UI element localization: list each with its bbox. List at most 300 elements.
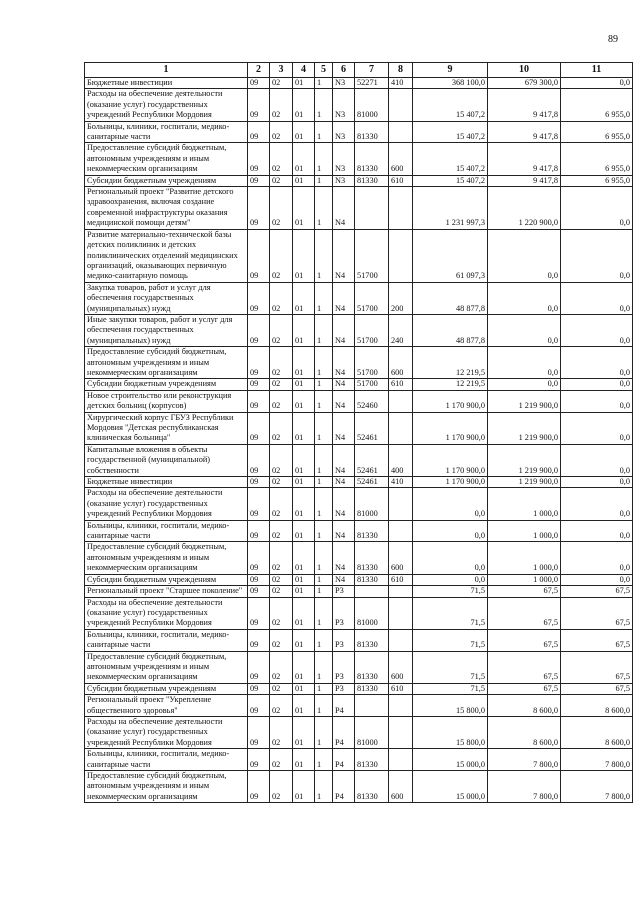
table-row xyxy=(85,187,633,230)
program-code-cell: 01 xyxy=(293,444,315,476)
table-row xyxy=(85,175,633,186)
subsection-code-cell: 02 xyxy=(270,771,293,803)
direction-code-cell: 81330 xyxy=(355,143,389,175)
subsection-code-cell: 02 xyxy=(270,695,293,717)
project-code-cell: N4 xyxy=(333,379,355,390)
direction-code-cell: 81000 xyxy=(355,488,389,520)
row-name-cell: Расходы на обеспечение деятельности (оказание услуг) государственных учреждений Республики Мордовия xyxy=(85,597,248,629)
expense-type-cell: 400 xyxy=(389,444,413,476)
table-row xyxy=(85,683,633,694)
section-code-cell: 09 xyxy=(248,542,270,574)
header-cell: 8 xyxy=(389,63,413,78)
direction-code-cell xyxy=(355,586,389,597)
program-code-cell: 01 xyxy=(293,771,315,803)
subsection-code-cell: 02 xyxy=(270,187,293,230)
amount-col10-cell: 8 600,0 xyxy=(488,716,561,748)
amount-col9-cell: 1 170 900,0 xyxy=(413,412,488,444)
program-code-cell: 01 xyxy=(293,542,315,574)
amount-col11-cell: 67,5 xyxy=(561,597,633,629)
amount-col10-cell: 0,0 xyxy=(488,347,561,379)
expense-type-cell: 610 xyxy=(389,175,413,186)
direction-code-cell xyxy=(355,187,389,230)
section-code-cell: 09 xyxy=(248,314,270,346)
program-code-cell: 01 xyxy=(293,314,315,346)
amount-col9-cell: 48 877,8 xyxy=(413,282,488,314)
project-code-cell: P4 xyxy=(333,771,355,803)
direction-code-cell: 81330 xyxy=(355,520,389,542)
subsection-code-cell: 02 xyxy=(270,229,293,282)
expense-type-cell: 600 xyxy=(389,542,413,574)
expense-type-cell: 610 xyxy=(389,574,413,585)
amount-col10-cell: 1 219 900,0 xyxy=(488,477,561,488)
subsection-code-cell: 02 xyxy=(270,683,293,694)
amount-col10-cell: 9 417,8 xyxy=(488,89,561,121)
header-cell: 6 xyxy=(333,63,355,78)
amount-col10-cell: 67,5 xyxy=(488,597,561,629)
section-code-cell: 09 xyxy=(248,488,270,520)
amount-col11-cell: 0,0 xyxy=(561,444,633,476)
program-code-cell: 01 xyxy=(293,477,315,488)
header-cell: 11 xyxy=(561,63,633,78)
expense-type-cell xyxy=(389,229,413,282)
table-row xyxy=(85,390,633,412)
subsection-code-cell: 02 xyxy=(270,488,293,520)
amount-col11-cell: 0,0 xyxy=(561,412,633,444)
direction-code-cell: 81330 xyxy=(355,574,389,585)
direction-code-cell: 81330 xyxy=(355,629,389,651)
expense-type-cell xyxy=(389,89,413,121)
expense-type-cell xyxy=(389,716,413,748)
direction-code-cell: 81330 xyxy=(355,121,389,143)
row-name-cell: Новое строительство или реконструкция детских больниц (корпусов) xyxy=(85,390,248,412)
amount-col10-cell: 9 417,8 xyxy=(488,143,561,175)
table-row xyxy=(85,574,633,585)
table-row xyxy=(85,542,633,574)
row-name-cell: Региональный проект "Укрепление общественного здоровья" xyxy=(85,695,248,717)
table-row xyxy=(85,78,633,89)
program-code-cell: 01 xyxy=(293,629,315,651)
amount-col11-cell: 0,0 xyxy=(561,477,633,488)
row-name-cell: Предоставление субсидий бюджетным, автономным учреждениям и иным некоммерческим организациям xyxy=(85,143,248,175)
project-code-cell: P3 xyxy=(333,586,355,597)
direction-code-cell: 81330 xyxy=(355,542,389,574)
amount-col11-cell: 0,0 xyxy=(561,379,633,390)
program-code-cell: 01 xyxy=(293,89,315,121)
subprogram-code-cell: 1 xyxy=(315,187,333,230)
expense-type-cell: 600 xyxy=(389,771,413,803)
project-code-cell: N3 xyxy=(333,89,355,121)
project-code-cell: P3 xyxy=(333,651,355,683)
amount-col9-cell: 0,0 xyxy=(413,488,488,520)
program-code-cell: 01 xyxy=(293,683,315,694)
budget-table xyxy=(84,62,633,803)
subprogram-code-cell: 1 xyxy=(315,143,333,175)
table-row xyxy=(85,488,633,520)
subprogram-code-cell: 1 xyxy=(315,520,333,542)
row-name-cell: Субсидии бюджетным учреждениям xyxy=(85,683,248,694)
subsection-code-cell: 02 xyxy=(270,597,293,629)
row-name-cell: Предоставление субсидий бюджетным, автономным учреждениям и иным некоммерческим организациям xyxy=(85,542,248,574)
amount-col9-cell: 0,0 xyxy=(413,542,488,574)
table-row xyxy=(85,89,633,121)
expense-type-cell xyxy=(389,695,413,717)
expense-type-cell: 240 xyxy=(389,314,413,346)
subsection-code-cell: 02 xyxy=(270,347,293,379)
direction-code-cell: 52461 xyxy=(355,444,389,476)
table-row xyxy=(85,651,633,683)
amount-col10-cell: 67,5 xyxy=(488,651,561,683)
direction-code-cell: 81000 xyxy=(355,89,389,121)
amount-col10-cell: 1 000,0 xyxy=(488,574,561,585)
expense-type-cell xyxy=(389,121,413,143)
amount-col9-cell: 1 170 900,0 xyxy=(413,477,488,488)
amount-col10-cell: 67,5 xyxy=(488,629,561,651)
project-code-cell: N4 xyxy=(333,412,355,444)
header-row xyxy=(85,63,633,78)
row-name-cell: Бюджетные инвестиции xyxy=(85,477,248,488)
subprogram-code-cell: 1 xyxy=(315,412,333,444)
table-row xyxy=(85,143,633,175)
project-code-cell: N3 xyxy=(333,175,355,186)
page-number: 89 xyxy=(608,34,618,45)
row-name-cell: Расходы на обеспечение деятельности (оказание услуг) государственных учреждений Республики Мордовия xyxy=(85,89,248,121)
subsection-code-cell: 02 xyxy=(270,749,293,771)
amount-col11-cell: 0,0 xyxy=(561,488,633,520)
amount-col11-cell: 8 600,0 xyxy=(561,695,633,717)
project-code-cell: N4 xyxy=(333,229,355,282)
section-code-cell: 09 xyxy=(248,477,270,488)
amount-col11-cell: 6 955,0 xyxy=(561,121,633,143)
expense-type-cell xyxy=(389,390,413,412)
expense-type-cell: 410 xyxy=(389,477,413,488)
expense-type-cell xyxy=(389,488,413,520)
subsection-code-cell: 02 xyxy=(270,520,293,542)
project-code-cell: N4 xyxy=(333,390,355,412)
row-name-cell: Субсидии бюджетным учреждениям xyxy=(85,175,248,186)
program-code-cell: 01 xyxy=(293,651,315,683)
amount-col11-cell: 7 800,0 xyxy=(561,749,633,771)
subsection-code-cell: 02 xyxy=(270,412,293,444)
row-name-cell: Предоставление субсидий бюджетным, автономным учреждениям и иным некоммерческим организациям xyxy=(85,771,248,803)
amount-col11-cell: 0,0 xyxy=(561,390,633,412)
program-code-cell: 01 xyxy=(293,121,315,143)
table-row xyxy=(85,597,633,629)
row-name-cell: Предоставление субсидий бюджетным, автономным учреждениям и иным некоммерческим организациям xyxy=(85,347,248,379)
section-code-cell: 09 xyxy=(248,629,270,651)
section-code-cell: 09 xyxy=(248,282,270,314)
subprogram-code-cell: 1 xyxy=(315,78,333,89)
section-code-cell: 09 xyxy=(248,574,270,585)
section-code-cell: 09 xyxy=(248,749,270,771)
direction-code-cell: 52460 xyxy=(355,390,389,412)
direction-code-cell: 52461 xyxy=(355,477,389,488)
section-code-cell: 09 xyxy=(248,121,270,143)
direction-code-cell: 81330 xyxy=(355,683,389,694)
section-code-cell: 09 xyxy=(248,520,270,542)
header-cell: 9 xyxy=(413,63,488,78)
section-code-cell: 09 xyxy=(248,586,270,597)
amount-col9-cell: 71,5 xyxy=(413,651,488,683)
amount-col11-cell: 67,5 xyxy=(561,629,633,651)
project-code-cell: N4 xyxy=(333,574,355,585)
subsection-code-cell: 02 xyxy=(270,477,293,488)
subsection-code-cell: 02 xyxy=(270,175,293,186)
amount-col11-cell: 67,5 xyxy=(561,683,633,694)
amount-col9-cell: 0,0 xyxy=(413,574,488,585)
amount-col10-cell: 7 800,0 xyxy=(488,771,561,803)
subprogram-code-cell: 1 xyxy=(315,771,333,803)
expense-type-cell: 610 xyxy=(389,683,413,694)
project-code-cell: P4 xyxy=(333,695,355,717)
subsection-code-cell: 02 xyxy=(270,629,293,651)
amount-col9-cell: 1 231 997,3 xyxy=(413,187,488,230)
section-code-cell: 09 xyxy=(248,89,270,121)
project-code-cell: P4 xyxy=(333,716,355,748)
amount-col9-cell: 71,5 xyxy=(413,629,488,651)
row-name-cell: Региональный проект "Развитие детского здравоохранения, включая создание современной инфраструктуры оказания медицинской помощи детям" xyxy=(85,187,248,230)
project-code-cell: N3 xyxy=(333,78,355,89)
section-code-cell: 09 xyxy=(248,444,270,476)
amount-col9-cell: 15 000,0 xyxy=(413,749,488,771)
subprogram-code-cell: 1 xyxy=(315,477,333,488)
expense-type-cell: 600 xyxy=(389,143,413,175)
project-code-cell: N4 xyxy=(333,314,355,346)
amount-col11-cell: 0,0 xyxy=(561,78,633,89)
subsection-code-cell: 02 xyxy=(270,390,293,412)
row-name-cell: Иные закупки товаров, работ и услуг для обеспечения государственных (муниципальных) нужд xyxy=(85,314,248,346)
project-code-cell: N4 xyxy=(333,542,355,574)
table-row xyxy=(85,282,633,314)
subprogram-code-cell: 1 xyxy=(315,444,333,476)
header-cell: 10 xyxy=(488,63,561,78)
section-code-cell: 09 xyxy=(248,716,270,748)
header-cell: 4 xyxy=(293,63,315,78)
subprogram-code-cell: 1 xyxy=(315,695,333,717)
program-code-cell: 01 xyxy=(293,390,315,412)
amount-col9-cell: 71,5 xyxy=(413,683,488,694)
direction-code-cell: 52271 xyxy=(355,78,389,89)
amount-col11-cell: 0,0 xyxy=(561,187,633,230)
amount-col9-cell: 0,0 xyxy=(413,520,488,542)
subprogram-code-cell: 1 xyxy=(315,390,333,412)
table-row xyxy=(85,749,633,771)
amount-col9-cell: 48 877,8 xyxy=(413,314,488,346)
program-code-cell: 01 xyxy=(293,586,315,597)
row-name-cell: Развитие материально-технической базы детских поликлиник и детских поликлинических отделений медицинских организаций, оказывающих первичную медико-санитарную помощь xyxy=(85,229,248,282)
expense-type-cell xyxy=(389,520,413,542)
table-row xyxy=(85,771,633,803)
subprogram-code-cell: 1 xyxy=(315,586,333,597)
direction-code-cell: 51700 xyxy=(355,229,389,282)
subprogram-code-cell: 1 xyxy=(315,488,333,520)
subsection-code-cell: 02 xyxy=(270,379,293,390)
table-row xyxy=(85,444,633,476)
subsection-code-cell: 02 xyxy=(270,586,293,597)
table-row xyxy=(85,695,633,717)
header-cell: 5 xyxy=(315,63,333,78)
table-row xyxy=(85,716,633,748)
expense-type-cell xyxy=(389,597,413,629)
amount-col10-cell: 679 300,0 xyxy=(488,78,561,89)
amount-col11-cell: 6 955,0 xyxy=(561,143,633,175)
project-code-cell: P3 xyxy=(333,629,355,651)
row-name-cell: Больницы, клиники, госпитали, медико-санитарные части xyxy=(85,629,248,651)
program-code-cell: 01 xyxy=(293,78,315,89)
subsection-code-cell: 02 xyxy=(270,121,293,143)
project-code-cell: N3 xyxy=(333,121,355,143)
project-code-cell: N4 xyxy=(333,187,355,230)
subprogram-code-cell: 1 xyxy=(315,282,333,314)
amount-col10-cell: 1 000,0 xyxy=(488,542,561,574)
amount-col10-cell: 1 219 900,0 xyxy=(488,390,561,412)
amount-col9-cell: 12 219,5 xyxy=(413,379,488,390)
subprogram-code-cell: 1 xyxy=(315,347,333,379)
subsection-code-cell: 02 xyxy=(270,314,293,346)
subsection-code-cell: 02 xyxy=(270,89,293,121)
amount-col11-cell: 0,0 xyxy=(561,520,633,542)
direction-code-cell: 81330 xyxy=(355,749,389,771)
project-code-cell: P4 xyxy=(333,749,355,771)
table-row xyxy=(85,121,633,143)
amount-col10-cell: 7 800,0 xyxy=(488,749,561,771)
project-code-cell: P3 xyxy=(333,597,355,629)
program-code-cell: 01 xyxy=(293,143,315,175)
section-code-cell: 09 xyxy=(248,187,270,230)
table-row xyxy=(85,314,633,346)
section-code-cell: 09 xyxy=(248,347,270,379)
row-name-cell: Больницы, клиники, госпитали, медико-санитарные части xyxy=(85,520,248,542)
row-name-cell: Региональный проект "Старшее поколение" xyxy=(85,586,248,597)
direction-code-cell: 51700 xyxy=(355,379,389,390)
amount-col9-cell: 368 100,0 xyxy=(413,78,488,89)
expense-type-cell: 610 xyxy=(389,379,413,390)
amount-col10-cell: 9 417,8 xyxy=(488,121,561,143)
section-code-cell: 09 xyxy=(248,229,270,282)
amount-col11-cell: 0,0 xyxy=(561,314,633,346)
header-cell: 2 xyxy=(248,63,270,78)
section-code-cell: 09 xyxy=(248,78,270,89)
program-code-cell: 01 xyxy=(293,175,315,186)
program-code-cell: 01 xyxy=(293,695,315,717)
row-name-cell: Больницы, клиники, госпитали, медико-санитарные части xyxy=(85,121,248,143)
program-code-cell: 01 xyxy=(293,282,315,314)
table-row xyxy=(85,347,633,379)
amount-col11-cell: 0,0 xyxy=(561,347,633,379)
table-row xyxy=(85,229,633,282)
amount-col9-cell: 1 170 900,0 xyxy=(413,444,488,476)
amount-col10-cell: 1 219 900,0 xyxy=(488,412,561,444)
subprogram-code-cell: 1 xyxy=(315,629,333,651)
amount-col9-cell: 71,5 xyxy=(413,597,488,629)
program-code-cell: 01 xyxy=(293,749,315,771)
subsection-code-cell: 02 xyxy=(270,651,293,683)
expense-type-cell: 200 xyxy=(389,282,413,314)
amount-col11-cell: 6 955,0 xyxy=(561,89,633,121)
expense-type-cell xyxy=(389,629,413,651)
direction-code-cell: 51700 xyxy=(355,347,389,379)
subprogram-code-cell: 1 xyxy=(315,89,333,121)
subprogram-code-cell: 1 xyxy=(315,379,333,390)
subprogram-code-cell: 1 xyxy=(315,574,333,585)
table-row xyxy=(85,477,633,488)
program-code-cell: 01 xyxy=(293,379,315,390)
section-code-cell: 09 xyxy=(248,771,270,803)
expense-type-cell: 410 xyxy=(389,78,413,89)
amount-col10-cell: 0,0 xyxy=(488,314,561,346)
amount-col10-cell: 1 000,0 xyxy=(488,488,561,520)
amount-col10-cell: 0,0 xyxy=(488,379,561,390)
project-code-cell: N4 xyxy=(333,477,355,488)
amount-col9-cell: 15 800,0 xyxy=(413,695,488,717)
table-row xyxy=(85,412,633,444)
direction-code-cell: 51700 xyxy=(355,314,389,346)
amount-col11-cell: 0,0 xyxy=(561,229,633,282)
subsection-code-cell: 02 xyxy=(270,574,293,585)
amount-col10-cell: 1 220 900,0 xyxy=(488,187,561,230)
project-code-cell: N4 xyxy=(333,282,355,314)
expense-type-cell xyxy=(389,187,413,230)
section-code-cell: 09 xyxy=(248,597,270,629)
section-code-cell: 09 xyxy=(248,390,270,412)
amount-col10-cell: 8 600,0 xyxy=(488,695,561,717)
table-row xyxy=(85,629,633,651)
amount-col11-cell: 67,5 xyxy=(561,586,633,597)
section-code-cell: 09 xyxy=(248,143,270,175)
subprogram-code-cell: 1 xyxy=(315,683,333,694)
program-code-cell: 01 xyxy=(293,520,315,542)
amount-col9-cell: 71,5 xyxy=(413,586,488,597)
subsection-code-cell: 02 xyxy=(270,444,293,476)
amount-col11-cell: 0,0 xyxy=(561,574,633,585)
header-cell: 1 xyxy=(85,63,248,78)
direction-code-cell: 81000 xyxy=(355,597,389,629)
section-code-cell: 09 xyxy=(248,379,270,390)
row-name-cell: Бюджетные инвестиции xyxy=(85,78,248,89)
program-code-cell: 01 xyxy=(293,347,315,379)
project-code-cell: N4 xyxy=(333,347,355,379)
amount-col10-cell: 9 417,8 xyxy=(488,175,561,186)
subprogram-code-cell: 1 xyxy=(315,314,333,346)
row-name-cell: Расходы на обеспечение деятельности (оказание услуг) государственных учреждений Республики Мордовия xyxy=(85,488,248,520)
amount-col9-cell: 15 407,2 xyxy=(413,143,488,175)
program-code-cell: 01 xyxy=(293,412,315,444)
program-code-cell: 01 xyxy=(293,574,315,585)
amount-col10-cell: 67,5 xyxy=(488,586,561,597)
amount-col11-cell: 7 800,0 xyxy=(561,771,633,803)
direction-code-cell: 52461 xyxy=(355,412,389,444)
amount-col10-cell: 0,0 xyxy=(488,282,561,314)
amount-col9-cell: 15 407,2 xyxy=(413,121,488,143)
row-name-cell: Больницы, клиники, госпитали, медико-санитарные части xyxy=(85,749,248,771)
amount-col11-cell: 67,5 xyxy=(561,651,633,683)
project-code-cell: P3 xyxy=(333,683,355,694)
subsection-code-cell: 02 xyxy=(270,716,293,748)
amount-col9-cell: 15 407,2 xyxy=(413,175,488,186)
subsection-code-cell: 02 xyxy=(270,282,293,314)
expense-type-cell xyxy=(389,586,413,597)
subprogram-code-cell: 1 xyxy=(315,749,333,771)
subprogram-code-cell: 1 xyxy=(315,716,333,748)
project-code-cell: N4 xyxy=(333,520,355,542)
subprogram-code-cell: 1 xyxy=(315,651,333,683)
table-row xyxy=(85,520,633,542)
amount-col10-cell: 0,0 xyxy=(488,229,561,282)
direction-code-cell: 81330 xyxy=(355,175,389,186)
amount-col10-cell: 67,5 xyxy=(488,683,561,694)
subprogram-code-cell: 1 xyxy=(315,597,333,629)
project-code-cell: N4 xyxy=(333,488,355,520)
subsection-code-cell: 02 xyxy=(270,542,293,574)
